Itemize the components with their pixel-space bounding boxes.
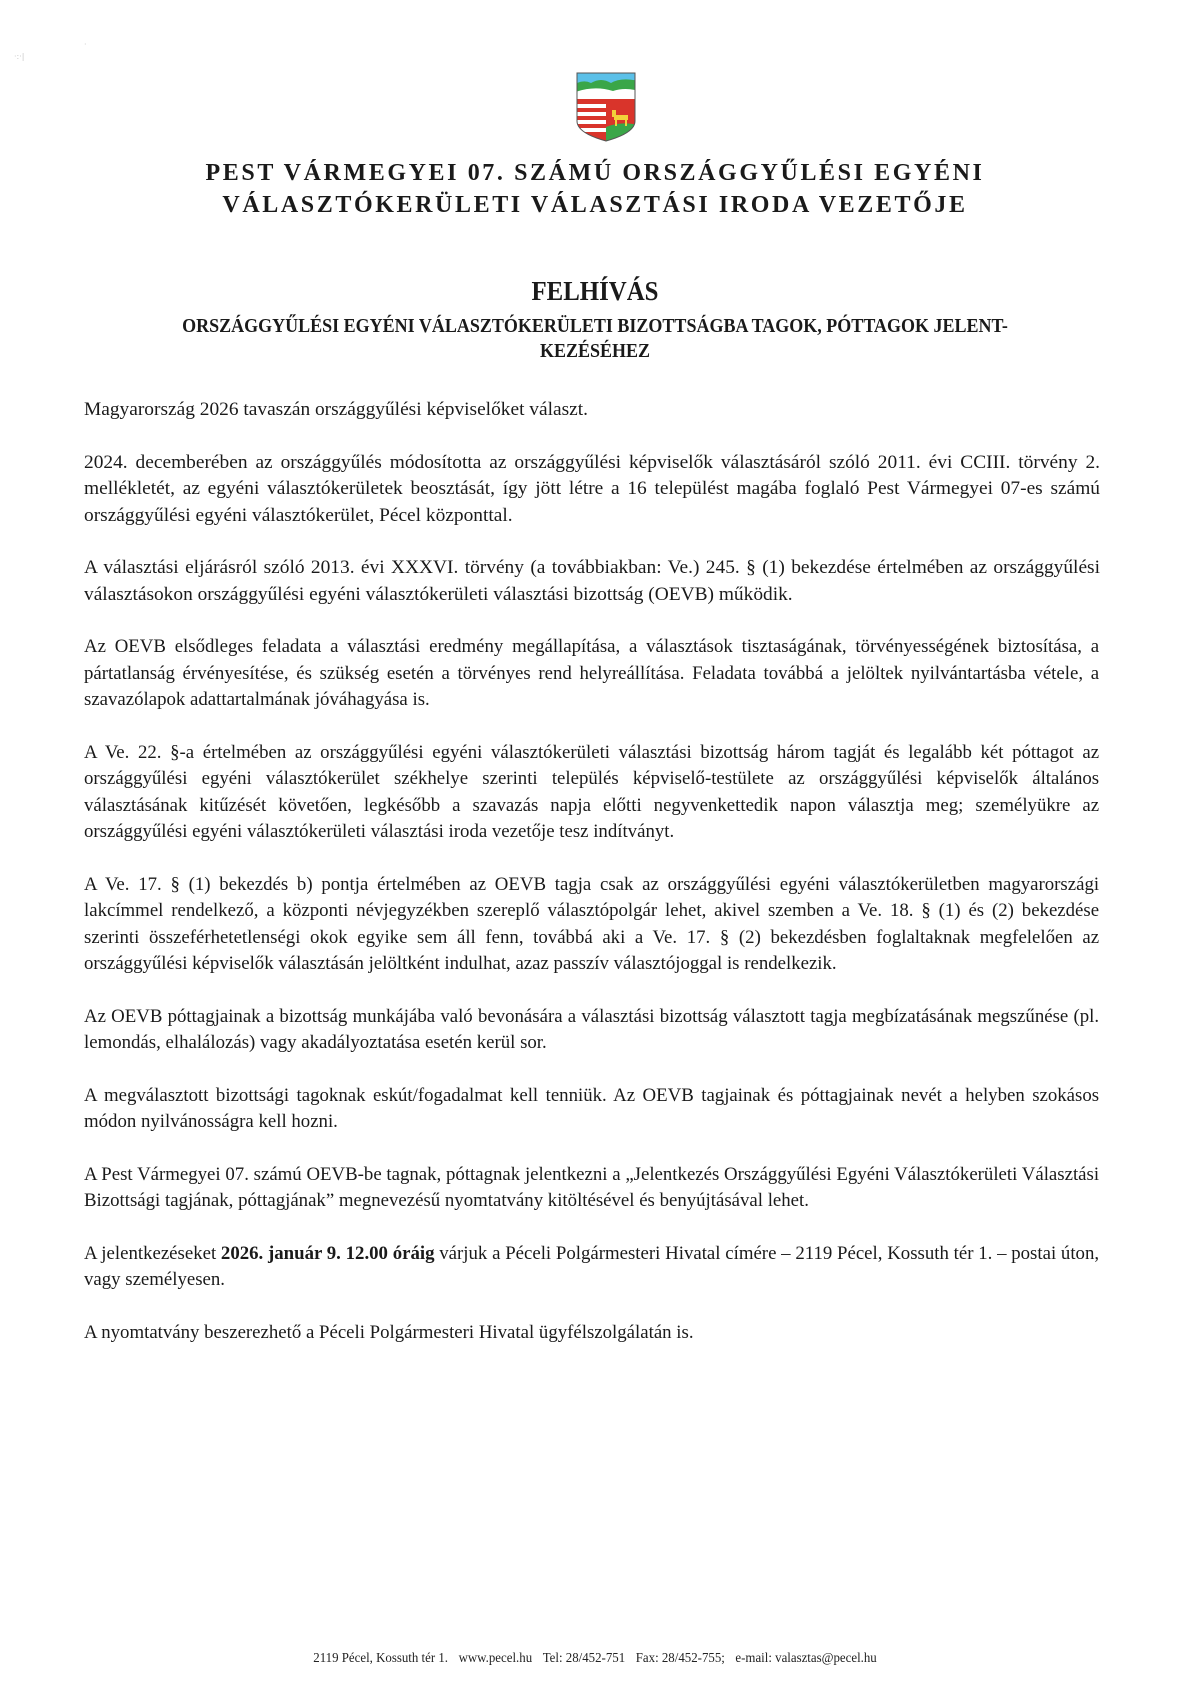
deadline-address: várjuk a Péceli Polgármesteri Hivatal címére – 2119 Pécel, Kossuth tér 1. – postai úton, vagy személyesen.	[84, 1242, 1100, 1290]
document-subtitle-line1: ORSZÁGGYŰLÉSI EGYÉNI VÁLASZTÓKERÜLETI BIZOTTSÁGBA TAGOK, PÓTTAGOK JELENT-	[182, 315, 1008, 337]
deadline-date: 2026. január 9. 12.00 óráig	[220, 1242, 435, 1264]
office-header	[100, 157, 1090, 221]
document-body	[84, 397, 1100, 1372]
footer-phone: Tel: 28/452-751	[542, 1651, 626, 1666]
document-subtitle	[96, 314, 1095, 364]
deadline-intro: A jelentkezéseket	[84, 1242, 221, 1264]
paragraph-substitutes: Az OEVB póttagjainak a bizottság munkájába való bevonására a választási bizottság választott tagja megbízatásának megszűnése (pl. lemondás, elhalálozás) vagy akadályoztatása esetén kerül sor.	[84, 1005, 1100, 1053]
footer-fax: Fax: 28/452-755;	[635, 1651, 725, 1666]
paragraph-election-announcement: Magyarország 2026 tavaszán országgyűlési képviselőket választ.	[84, 399, 588, 420]
paragraph-member-election: A Ve. 22. §-a értelmében az országgyűlési egyéni választókerületi választási bizottság három tagját és legalább két póttagot az országgyűlési egyéni választókerület székhelye szerinti település képviselő-testülete az országgyűlési képviselők általános választásának kitűzését követően, legkésőbb a szavazás napja előtti negyvenkettedik napon választja meg; személyükre az országgyűlési egyéni választókerületi választási iroda vezetője tesz indítványt.	[84, 741, 1100, 842]
footer-address: 2119 Pécel, Kossuth tér 1.	[313, 1651, 449, 1666]
paragraph-oevb-tasks: Az OEVB elsődleges feladata a választási eredmény megállapítása, a választások tisztaságának, törvényességének biztosítása, a pártatlanság érvényesítése, és szükség esetén a törvényes rend helyreállítása. Feladata továbbá a jelöltek nyilvántartásba vétele, a szavazólapok adattartalmának jóváhagyása is.	[84, 636, 1100, 710]
paragraph-oevb-legal-basis: A választási eljárásról szóló 2013. évi XXXVI. törvény (a továbbiakban: Ve.) 245. § (1) bekezdése értelmében az országgyűlési választásokon országgyűlési egyéni választókerületi választási bizottság (OEVB) működik.	[84, 557, 1100, 605]
document-subtitle-line2: KEZÉSÉHEZ	[539, 340, 651, 362]
coat-of-arms-logo	[573, 71, 639, 143]
paragraph-deadline	[84, 1241, 1099, 1294]
document-title: FELHÍVÁS	[531, 276, 659, 306]
office-header-line2: VÁLASZTÓKERÜLETI VÁLASZTÁSI IRODA VEZETŐJE	[222, 192, 968, 218]
paragraph-form-availability: A nyomtatvány beszerezhető a Péceli Polgármesteri Hivatal ügyfélszolgálatán is.	[84, 1321, 694, 1343]
paragraph-eligibility: A Ve. 17. § (1) bekezdés b) pontja értelmében az OEVB tagja csak az országgyűlési egyéni választókerületben magyarországi lakcímmel rendelkező, a központi névjegyzékben szereplő választópolgár lehet, akivel szemben a Ve. 18. § (1) és (2) bekezdése szerinti összeférhetetlenségi okok egyike sem áll fenn, továbbá aki a Ve. 17. § (2) bekezdésben foglaltaknak megfelelően az országgyűlési képviselők választásán jelöltként indulhat, azaz passzív választójoggal is rendelkezik.	[84, 873, 1100, 974]
paragraph-district-change: 2024. decemberében az országgyűlés módosította az országgyűlési képviselők választásáról szóló 2011. évi CCIII. törvény 2. mellékletét, az egyéni választókerületek beosztását, így jött létre a 16 települést magába foglaló Pest Vármegyei 07-es számú országgyűlési egyéni választókerület, Pécel központtal.	[84, 451, 1100, 526]
scan-artifact: ·:·|	[14, 52, 25, 61]
footer-email-link[interactable]: e-mail: valasztas@pecel.hu	[735, 1651, 877, 1666]
paragraph-application-form: A Pest Vármegyei 07. számú OEVB-be tagnak, póttagnak jelentkezni a „Jelentkezés Országgyűlési Egyéni Választókerületi Választási Bizottsági tagjának, póttagjának” megnevezésű nyomtatvány kitöltésével és benyújtásával lehet.	[84, 1163, 1100, 1211]
footer-website-link[interactable]: www.pecel.hu	[458, 1651, 533, 1666]
page-footer	[48, 1651, 1143, 1667]
office-header-line1: PEST VÁRMEGYEI 07. SZÁMÚ ORSZÁGGYŰLÉSI EGYÉNI	[205, 160, 985, 186]
paragraph-oath: A megválasztott bizottsági tagoknak eskút/fogadalmat kell tenniük. Az OEVB tagjainak és póttagjainak nevét a helyben szokásos módon nyilvánosságra kell hozni.	[84, 1084, 1100, 1132]
scan-artifact: ·	[84, 40, 87, 49]
